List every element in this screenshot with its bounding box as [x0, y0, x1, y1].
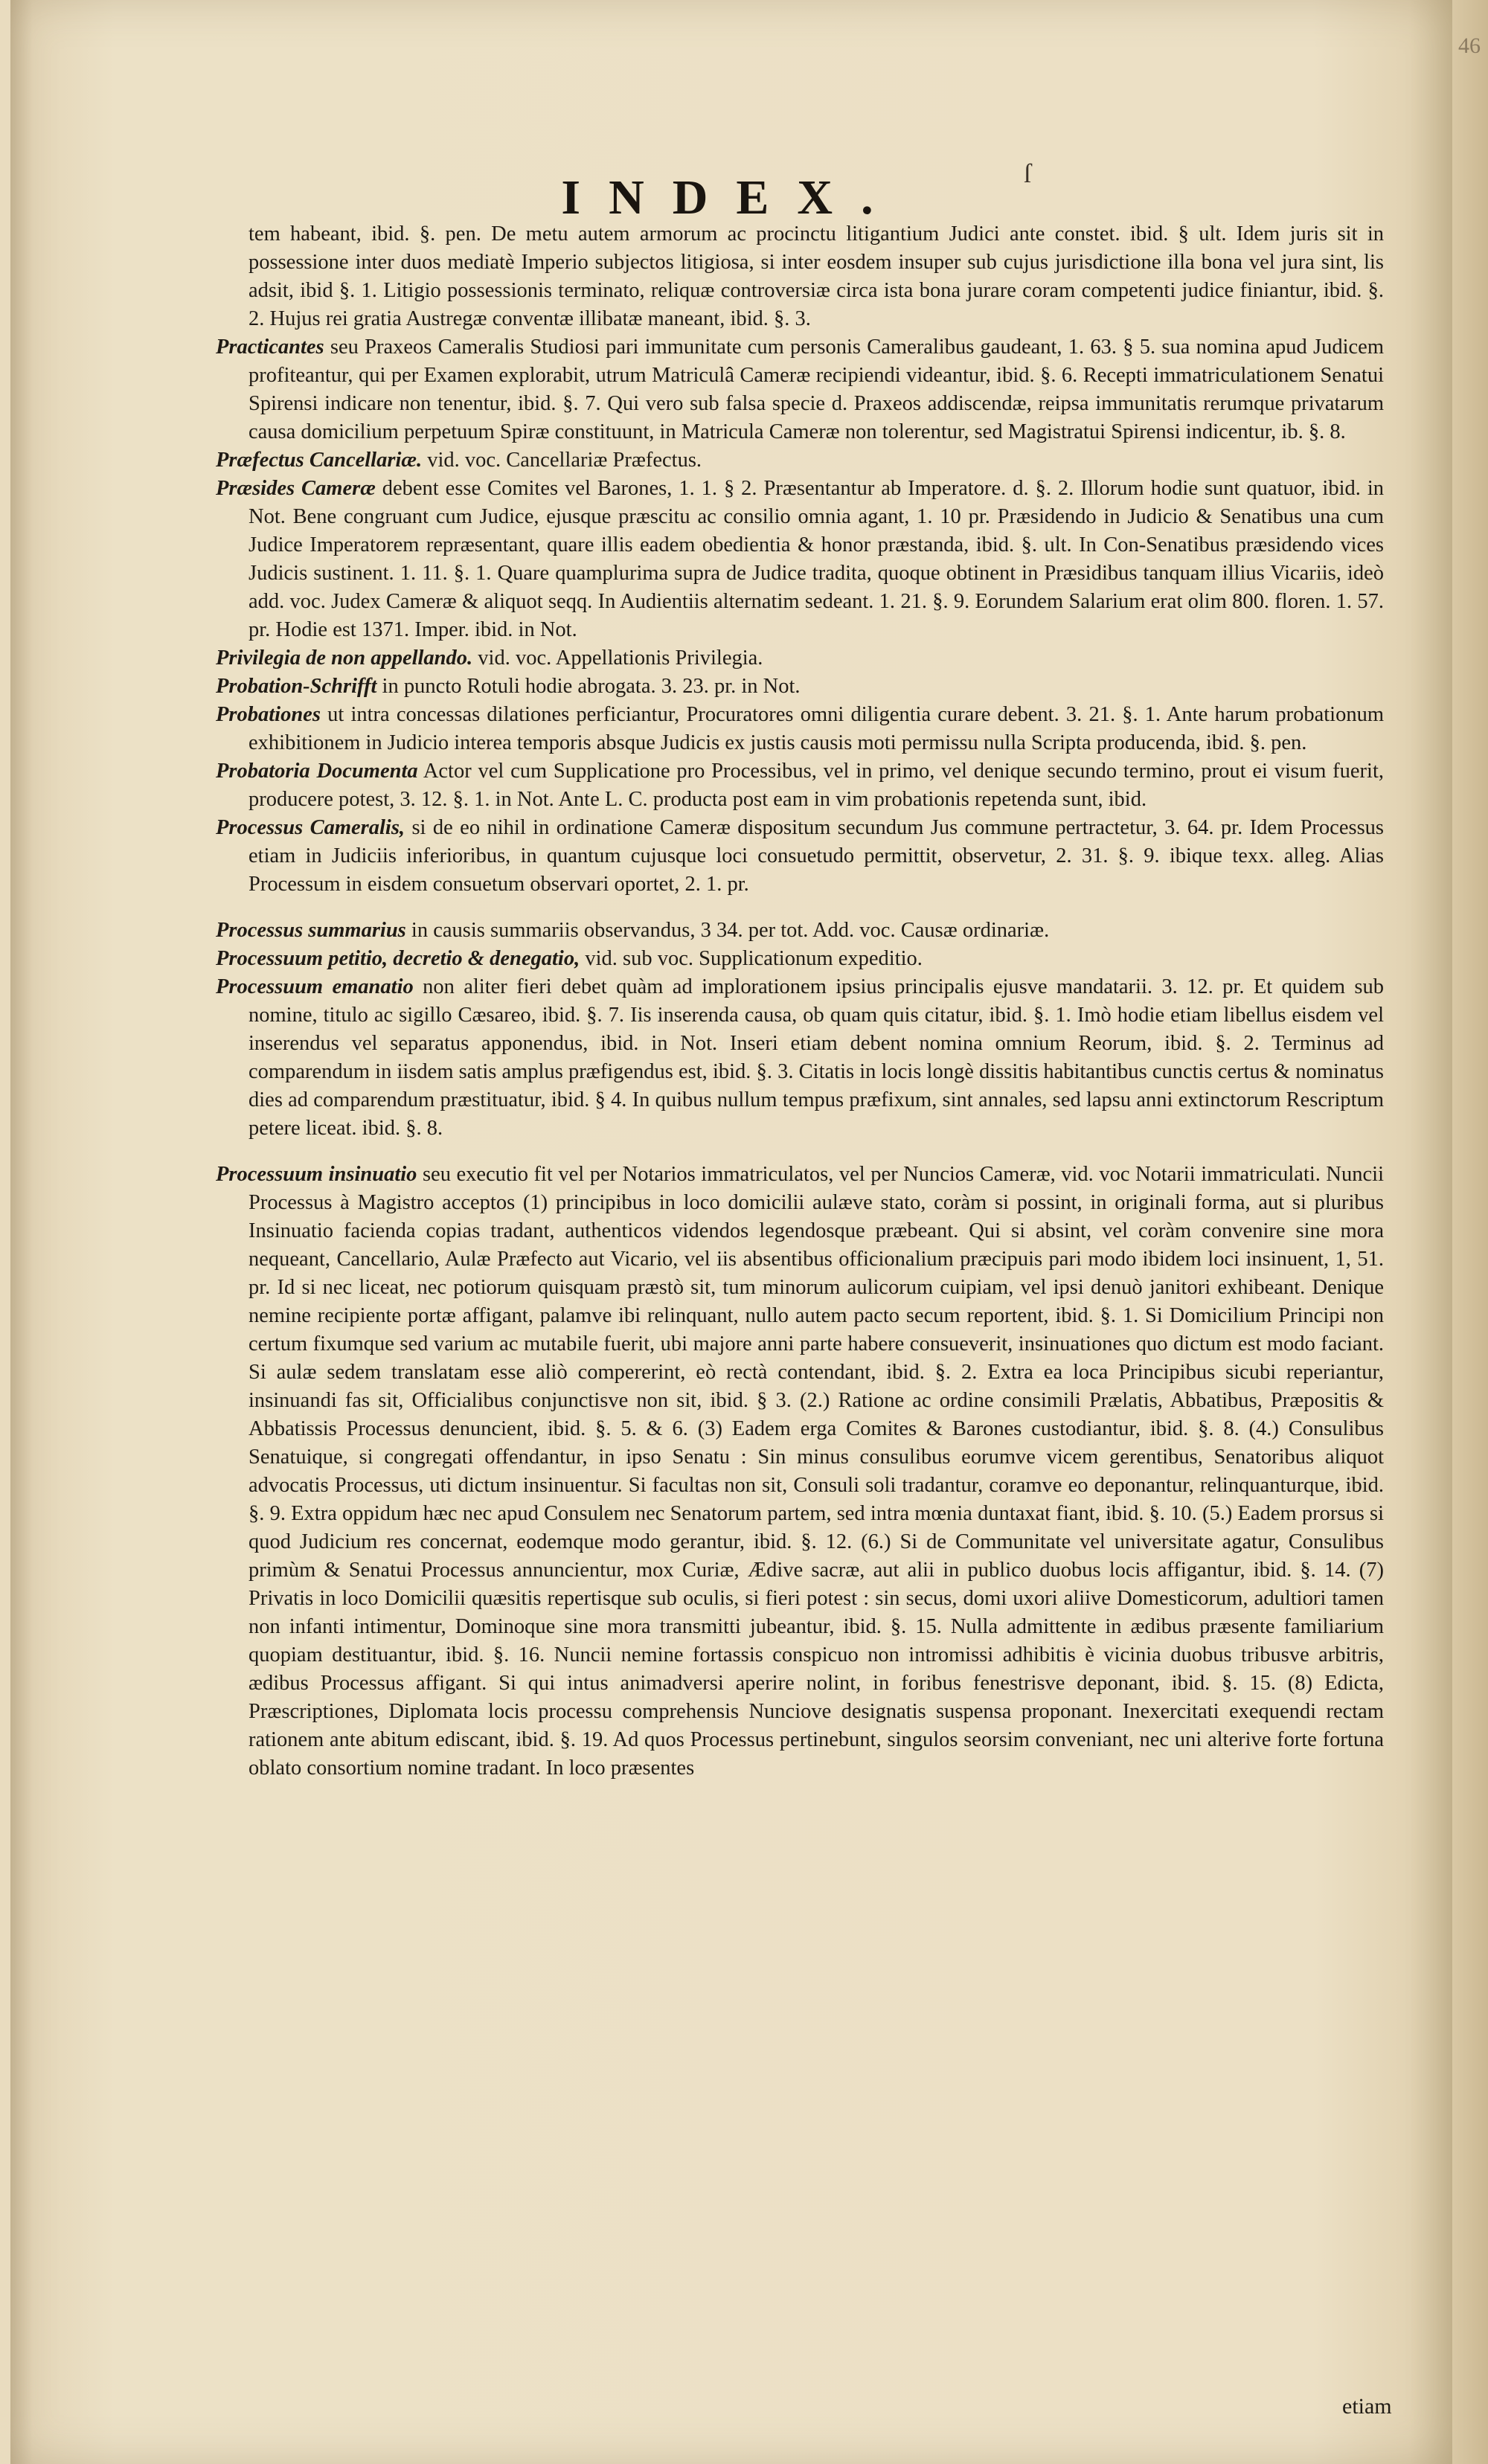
index-body [216, 220, 1384, 1783]
entry-text: tem habeant, ibid. §. pen. De metu autem armorum ac procinctu litigantium Judici ante constet. ibid. § ult. Idem juris sit in possessione inter duos mediatè Imperio subjectos litigiosa, si inter eosdem insuper sub cujus jurisdictione illa bona vel jura sint, lis adsit, ibid §. 1. Litigio possessionis terminato, reliquæ controversiæ circa ista bona jurare coram competenti judice finiantur, ibid. §. 2. Hujus rei gratia Austregæ conventæ illibatæ maneant, ibid. §. 3. [248, 222, 1384, 330]
entry-text: seu executio fit vel per Notarios immatriculatos, vel per Nuncios Cameræ, vid. voc Notarii immatriculati. Nuncii Processus à Magistro acceptos (1) principibus in loco domicilii aulæve stato, coràm si possint, in originali forma, aut si pluribus Insinuatio facienda copias tradant, authenticos videndos legendosque præbeant. Qui si absint, vel coràm convenire sine mora nequeant, Cancellario, Aulæ Præfecto aut Vicario, vel iis absentibus officionalium præcipuis pari modo ibidem loci insinuent, 1, 51. pr. Id si nec liceat, nec potiorum quisquam præstò sit, tum minorum aulicorum cuipiam, vel ipsi denuò janitori exhibeant. Denique nemine recipiente portæ affigant, palamve ibi relinquant, nullo autem pacto secum reportent, ibid. §. 1. Si Domicilium Principi non certum fixumque sed varium ac mutabile fuerit, ubi majore anni parte habere consueverit, insinuationes quo dictum est modo faciant. Si aulæ sedem translatam esse aliò compererint, eò rectà contendant, ibid. §. 2. Extra ea loca Principibus sicubi reperiantur, insinuandi fas sit, Officialibus conjunctisve non sit, ibid. § 3. (2.) Ratione ac ordine consimili Prælatis, Abbatibus, Præpositis & Abbatissis Processus denuncient, ibid. §. 5. & 6. (3) Eadem erga Comites & Barones custodiantur, ibid. §. 8. (4.) Consulibus Senatuique, si congregati offendantur, in ipso Senatu : Sin minus consulibus eorumve vicem gerentibus, Senatoribus aliquot advocatis Processus, uti dictum insinuentur. Si facultas non sit, Consuli soli tradantur, coramve eo deponantur, relinquanturque, ibid. §. 9. Extra oppidum hæc nec apud Consulem nec Senatorum partem, sed intra mœnia duntaxat fiant, ibid. §. 10. (5.) Eadem prorsus si quod Judicium res concernat, eodemque modo gerantur, ibid. §. 12. (6.) Si de Communitate vel universitate agatur, Consulibus primùm & Senatui Processus annuncientur, mox Curiæ, Ædive sacræ, aut alii in publico duobus locis affigantur, ibid. §. 14. (7) Privatis in loco Domicilii quæsitis repertisque sub oculis, si fieri potest : sin secus, domi uxori aliive Domesticorum, adultiori tamen non infanti intimentur, Dominoque sine mora transmitti jubeantur, ibid. §. 15. Nulla admittente in ædibus præsente familiarium quopiam destituantur, ibid. §. 16. Nuncii nemine fortassis conspicuo non intromissi adhibitis è vicinia duobus tribusve arbitris, ædibus Processus affigant. Si qui intus animadversi aperire nolint, in foribus fenestrisve deponant, ibid. §. 15. (8) Edicta, Præscriptiones, Diplomata locis processu comprehensis Nunciove designatis suspensa proponant. Inexercitati exequendi rectam rationem ante abitum ediscant, ibid. §. 19. Ad quos Processus pertinebunt, singulos seorsim conveniant, nec uni alterive forte fortuna oblato consortium nomine tradant. In loco præsentes [248, 1163, 1384, 1780]
entry-text: in causis summariis observandus, 3 34. per tot. Add. voc. Causæ ordinariæ. [405, 919, 1050, 942]
catchword: etiam [1342, 2394, 1392, 2419]
index-entry [216, 333, 1384, 446]
entry-keyword: Processus Cameralis, [216, 816, 405, 839]
entry-keyword: Probation-Schrifft [216, 675, 377, 698]
entry-keyword: Processus summarius [216, 919, 406, 942]
entry-keyword: Processuum insinuatio [216, 1163, 417, 1186]
entry-keyword: Processuum petitio, decretio & denegatio, [216, 947, 580, 970]
entry-keyword: Practicantes [216, 336, 324, 359]
entry-text: ut intra concessas dilationes perficiantur, Procuratores omni diligentia curare debent. 3. 21. §. 1. Ante harum probationum exhibitionem in Judicio interea temporis absque Judicis ex justis causis moti permissu nulla Scripta producenda, ibid. §. pen. [248, 703, 1384, 754]
signature-mark: ſ [1024, 158, 1032, 188]
index-entry [216, 757, 1384, 814]
index-entry [216, 1161, 1384, 1783]
index-entry [216, 973, 1384, 1143]
facing-page-edge [1452, 0, 1488, 2464]
entry-text: debent esse Comites vel Barones, 1. 1. § 2. Præsentantur ab Imperatore. d. §. 2. Illorum hodie sunt quatuor, ibid. in Not. Bene congruant cum Judice, ejusque præscitu ac consilio omnia agant, 1. 10 pr. Præsidendo in Judicio & Senatibus una cum Judice Imperatorem repræsentant, quare illis eadem obedientia & honor præstanda, ibid. §. ult. In Con-Senatibus præsidendo vices Judicis sustinent. 1. 11. §. 1. Quare quamplurima supra de Judice tradita, quoque obtinent in Præsidibus tanquam illius Vicariis, ideò add. voc. Judex Cameræ & aliquot seqq. In Audientiis alternatim sedeant. 1. 21. §. 9. Eorundem Salarium erat olim 800. floren. 1. 57. pr. Hodie est 1371. Imper. ibid. in Not. [248, 477, 1384, 641]
page-title: INDEX. [561, 170, 902, 225]
entry-keyword: Præsides Cameræ [216, 477, 376, 500]
entry-text: vid. voc. Appellationis Privilegia. [472, 647, 763, 670]
entry-text: non aliter fieri debet quàm ad implorationem ipsius principalis ejusve mandatarii. 3. 12. pr. Et quidem sub nomine, titulo ac sigillo Cæsareo, ibid. §. 7. Iis inserenda causa, ob quam quis citatur, ibid. §. 1. Imò hodie etiam libellus eisdem vel inserendus vel separatus apponendus, ibid. in Not. Inseri etiam debent nomina omnium Reorum, ibid. §. 2. Terminus ad comparendum in iisdem satis amplus præfigendus est, ibid. §. 3. Citatis in locis longè dissitis habitantibus cunctis certus & nominatus dies ad comparendum præstituatur, ibid. § 4. In quibus nullum tempus præfixum, sint annales, sed lapsu anni extinctorum Rescriptum petere liceat. ibid. §. 8. [248, 975, 1384, 1140]
entry-keyword: Privilegia de non appellando. [216, 647, 473, 670]
entry-keyword: Præfectus Cancellariæ. [216, 449, 423, 472]
index-entry [216, 814, 1384, 899]
index-entry [216, 945, 1384, 973]
entry-text: vid. sub voc. Supplicationum expeditio. [580, 947, 923, 970]
edge-page-number: 46 [1458, 33, 1481, 58]
entry-text: vid. voc. Cancellariæ Præfectus. [422, 449, 702, 472]
entry-text: seu Praxeos Cameralis Studiosi pari immunitate cum personis Cameralibus gaudeant, 1. 63. § 5. sua nomina apud Judicem profiteantur, qui per Examen explorabit, utrum Matriculâ Cameræ recipiendi videantur, ibid. §. 6. Recepti immatriculationem Senatui Spirensi indicare non tenentur, ibid. §. 7. Qui vero sub falsa specie d. Praxeos addiscendæ, reipsa immunitatis rerumque privatarum causa domicilium perpetuum Spiræ constituunt, in Matricula Cameræ non tolerentur, sed Magistratui Spirensi indicentur, ib. §. 8. [248, 336, 1384, 443]
index-entry-continuation [216, 220, 1384, 333]
index-entry [216, 701, 1384, 757]
index-entry [216, 673, 1384, 701]
index-entry [216, 475, 1384, 644]
entry-keyword: Probatoria Documenta [216, 760, 418, 783]
entry-text: si de eo nihil in ordinatione Cameræ dispositum secundum Jus commune pertractetur, 3. 64. pr. Idem Processus etiam in Judiciis inferioribus, in quantum cujusque loci consuetudo permittit, observetur, 2. 31. §. 9. ibique texx. alleg. Alias Processum in eisdem consuetum observari oportet, 2. 1. pr. [248, 816, 1384, 896]
page-scan [10, 0, 1452, 2464]
entry-keyword: Probationes [216, 703, 321, 726]
entry-keyword: Processuum emanatio [216, 975, 414, 998]
index-entry [216, 446, 1384, 475]
entry-text: in puncto Rotuli hodie abrogata. 3. 23. pr. in Not. [376, 675, 801, 698]
entry-text: Actor vel cum Supplicatione pro Processibus, vel in primo, vel denique secundo termino, prout ei visum fuerit, producere potest, 3. 12. §. 1. in Not. Ante L. C. producta post eam in vim probationis repetenda sunt, ibid. [248, 760, 1384, 811]
index-entry [216, 644, 1384, 673]
index-entry [216, 917, 1384, 945]
